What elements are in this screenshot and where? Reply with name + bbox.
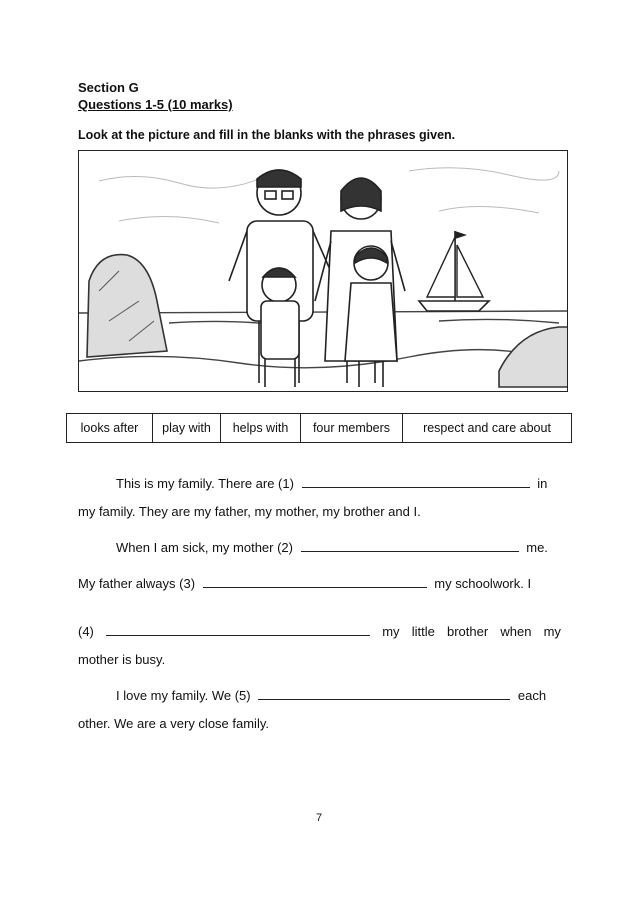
passage-text: My father always (3) (78, 576, 196, 591)
passage-text: (4) (78, 624, 94, 639)
passage-text: when (500, 624, 532, 639)
passage-text: my (543, 624, 561, 639)
phrase-respect-and-care-about: respect and care about (423, 421, 551, 435)
passage-line-6: mother is busy. (78, 652, 166, 667)
phrase-box (66, 413, 572, 443)
blank-1[interactable] (302, 476, 530, 488)
phrase-looks-after: looks after (67, 414, 153, 442)
blank-2[interactable] (301, 540, 519, 552)
phrase-four-members: four members (301, 414, 403, 442)
passage-text: my (382, 624, 400, 639)
family-picture (78, 150, 568, 392)
blank-4[interactable] (106, 624, 370, 636)
passage-text: When I am sick, my mother (2) (116, 540, 293, 555)
passage-text: in (537, 476, 548, 491)
passage-line-2: my family. They are my father, my mother, my brother and I. (78, 504, 421, 519)
passage-text: little (411, 624, 435, 639)
passage-text: brother (446, 624, 489, 639)
section-title: Section G (78, 80, 139, 95)
passage-text: This is my family. There are (1) (116, 476, 294, 491)
instruction-text: Look at the picture and fill in the blanks with the phrases given. (78, 128, 456, 142)
passage-text: I love my family. We (5) (116, 688, 251, 703)
passage-text: each (517, 688, 547, 703)
blank-5[interactable] (258, 688, 510, 700)
phrase-play-with: play with (153, 414, 221, 442)
passage-line-4 (78, 576, 531, 591)
passage-line-3 (116, 540, 548, 555)
passage-line-5 (78, 624, 561, 639)
passage-line-1 (116, 476, 562, 491)
passage-line-7 (116, 688, 562, 703)
passage-text: my schoolwork. I (434, 576, 532, 591)
phrase-helps-with: helps with (221, 414, 301, 442)
page-number: 7 (315, 812, 323, 824)
family-illustration (79, 151, 568, 392)
questions-heading: Questions 1-5 (10 marks) (78, 97, 233, 112)
passage-line-8: other. We are a very close family. (78, 716, 269, 731)
blank-3[interactable] (203, 576, 427, 588)
passage-text: me. (526, 540, 548, 555)
